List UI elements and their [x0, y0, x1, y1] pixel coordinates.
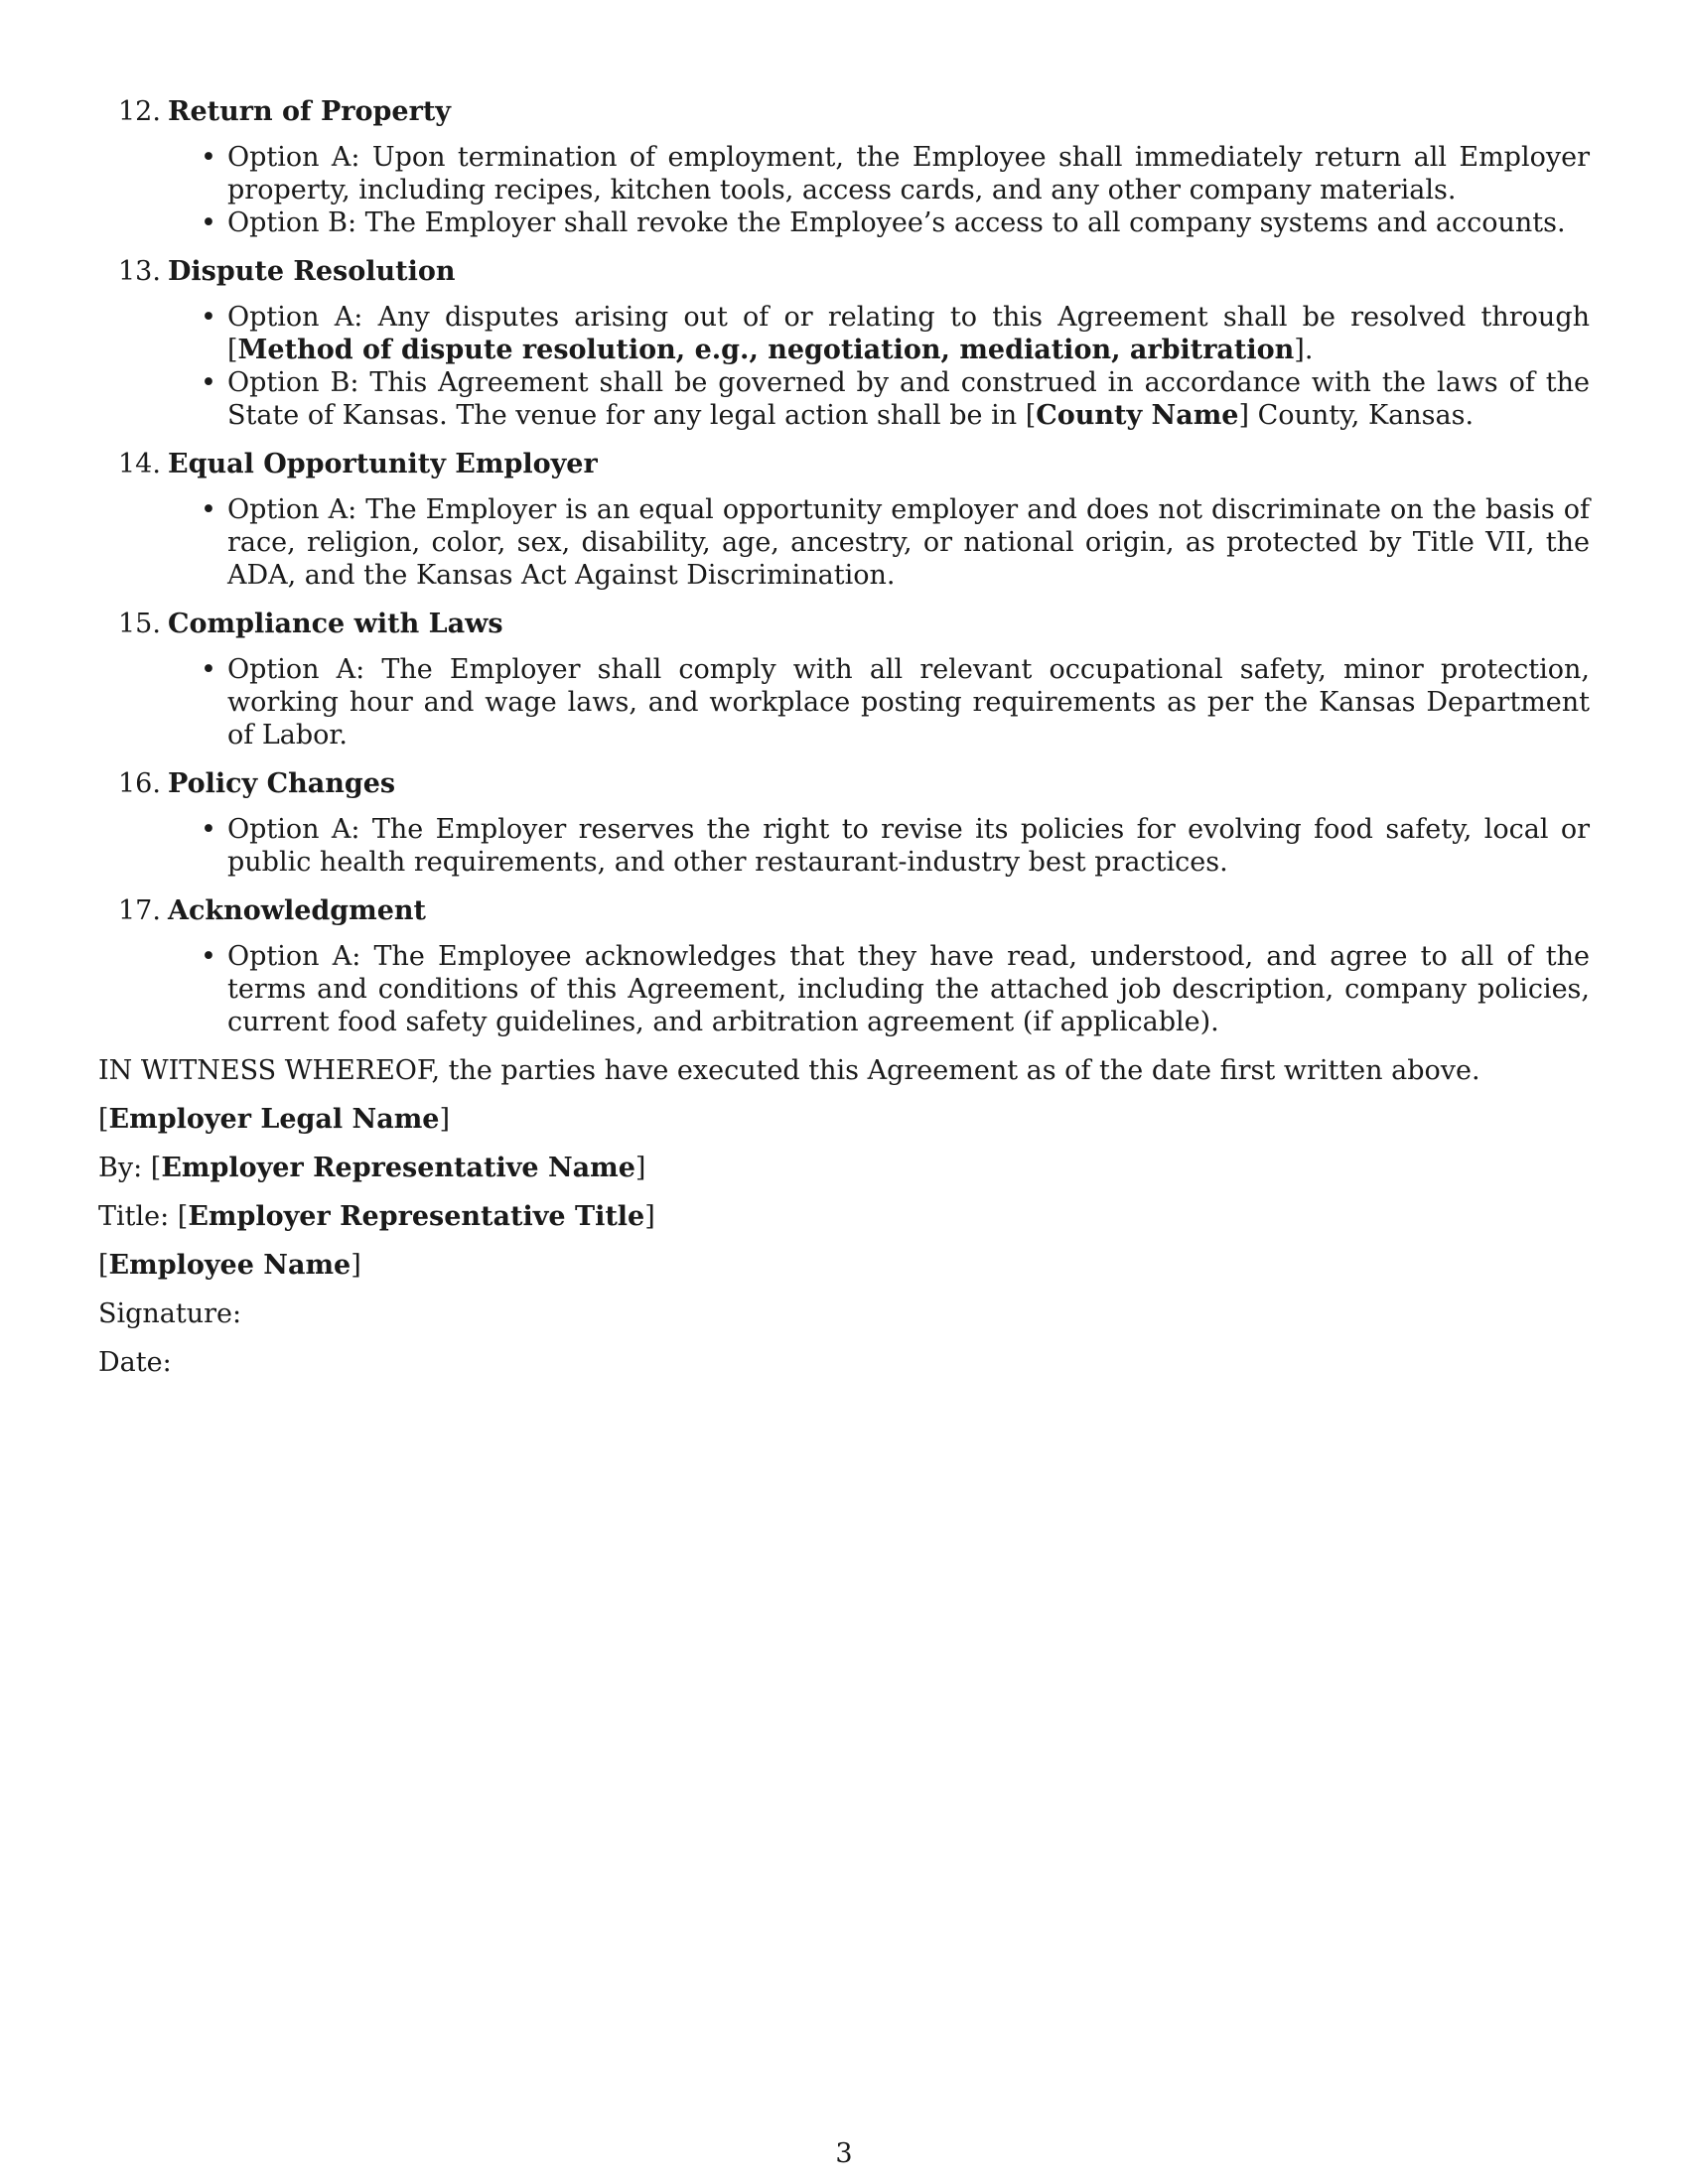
bullet-icon: • [201, 941, 216, 972]
placeholder-field: County Name [1036, 400, 1239, 431]
bullet-icon: • [201, 207, 216, 238]
document-page [98, 95, 1590, 1395]
employer-legal-name: [Employer Legal Name] [98, 1104, 450, 1135]
date-label: Date: [98, 1347, 172, 1378]
section-title: Compliance with Laws [168, 609, 503, 639]
option-item: • Option A: The Employee acknowledges that they have read, understood, and agree to all of the terms and conditions of this Agreement, including the attached job description, company policies, current food safety guidelines, and arbitration agreement (if applicable). [201, 941, 1590, 1037]
section-return-of-property [98, 95, 1590, 239]
employee-name-line: [Employee Name] [98, 1250, 361, 1281]
section-number: 16. [118, 768, 161, 799]
section-heading [98, 448, 1590, 480]
signature-label: Signature: [98, 1298, 242, 1329]
bullet-icon: • [201, 367, 216, 398]
employer-title-line: Title: [Employer Representative Title] [98, 1201, 655, 1232]
option-list [98, 940, 1590, 1038]
section-heading [98, 767, 1590, 800]
section-title: Dispute Resolution [168, 256, 456, 287]
section-title: Acknowledgment [168, 895, 427, 926]
section-dispute-resolution [98, 255, 1590, 432]
option-list [98, 813, 1590, 879]
section-heading [98, 894, 1590, 927]
section-number: 13. [118, 256, 161, 287]
section-heading [98, 95, 1590, 128]
section-number: 14. [118, 449, 161, 479]
option-item: • Option A: Any disputes arising out of or relating to this Agreement shall be resolved through [Method of dispute resolution, e.g., negotiation, mediation, arbitration]. [201, 302, 1590, 365]
option-list [98, 301, 1590, 432]
section-number: 12. [118, 96, 161, 127]
bullet-icon: • [201, 142, 216, 173]
section-title: Return of Property [168, 96, 451, 127]
option-item: • Option A: The Employer is an equal opportunity employer and does not discriminate on the basis of race, religion, color, sex, disability, age, ancestry, or national origin, as protected by Title VII, the ADA, and the Kansas Act Against Discrimination. [201, 494, 1590, 591]
bullet-icon: • [201, 654, 216, 685]
placeholder-field: Method of dispute resolution, e.g., negotiation, mediation, arbitration [237, 335, 1295, 365]
section-compliance-with-laws [98, 608, 1590, 751]
witness-clause: IN WITNESS WHEREOF, the parties have executed this Agreement as of the date first written above. [98, 1055, 1480, 1086]
option-item: • Option B: This Agreement shall be governed by and construed in accordance with the laws of the State of Kansas. The venue for any legal action shall be in [County Name] County, Kansas. [201, 367, 1590, 431]
section-number: 15. [118, 609, 161, 639]
section-equal-opportunity [98, 448, 1590, 592]
option-list [98, 141, 1590, 239]
section-title: Equal Opportunity Employer [168, 449, 598, 479]
page-number: 3 [835, 2138, 853, 2169]
section-title: Policy Changes [168, 768, 396, 799]
option-item: • Option A: The Employer reserves the right to revise its policies for evolving food safety, local or public health requirements, and other restaurant-industry best practices. [201, 814, 1590, 878]
option-item: • Option A: Upon termination of employment, the Employee shall immediately return all Employer property, including recipes, kitchen tools, access cards, and any other company materials. [201, 142, 1590, 205]
bullet-icon: • [201, 302, 216, 333]
section-acknowledgment [98, 894, 1590, 1038]
bullet-icon: • [201, 494, 216, 525]
section-policy-changes [98, 767, 1590, 879]
option-item: • Option B: The Employer shall revoke the Employee’s access to all company systems and accounts. [201, 207, 1566, 238]
bullet-icon: • [201, 814, 216, 845]
option-list [98, 493, 1590, 592]
section-number: 17. [118, 895, 161, 926]
section-heading [98, 608, 1590, 640]
option-item: • Option A: The Employer shall comply with all relevant occupational safety, minor protection, working hour and wage laws, and workplace posting requirements as per the Kansas Department of Labor. [201, 654, 1590, 751]
employer-representative-line: By: [Employer Representative Name] [98, 1153, 646, 1183]
section-heading [98, 255, 1590, 288]
option-list [98, 653, 1590, 751]
